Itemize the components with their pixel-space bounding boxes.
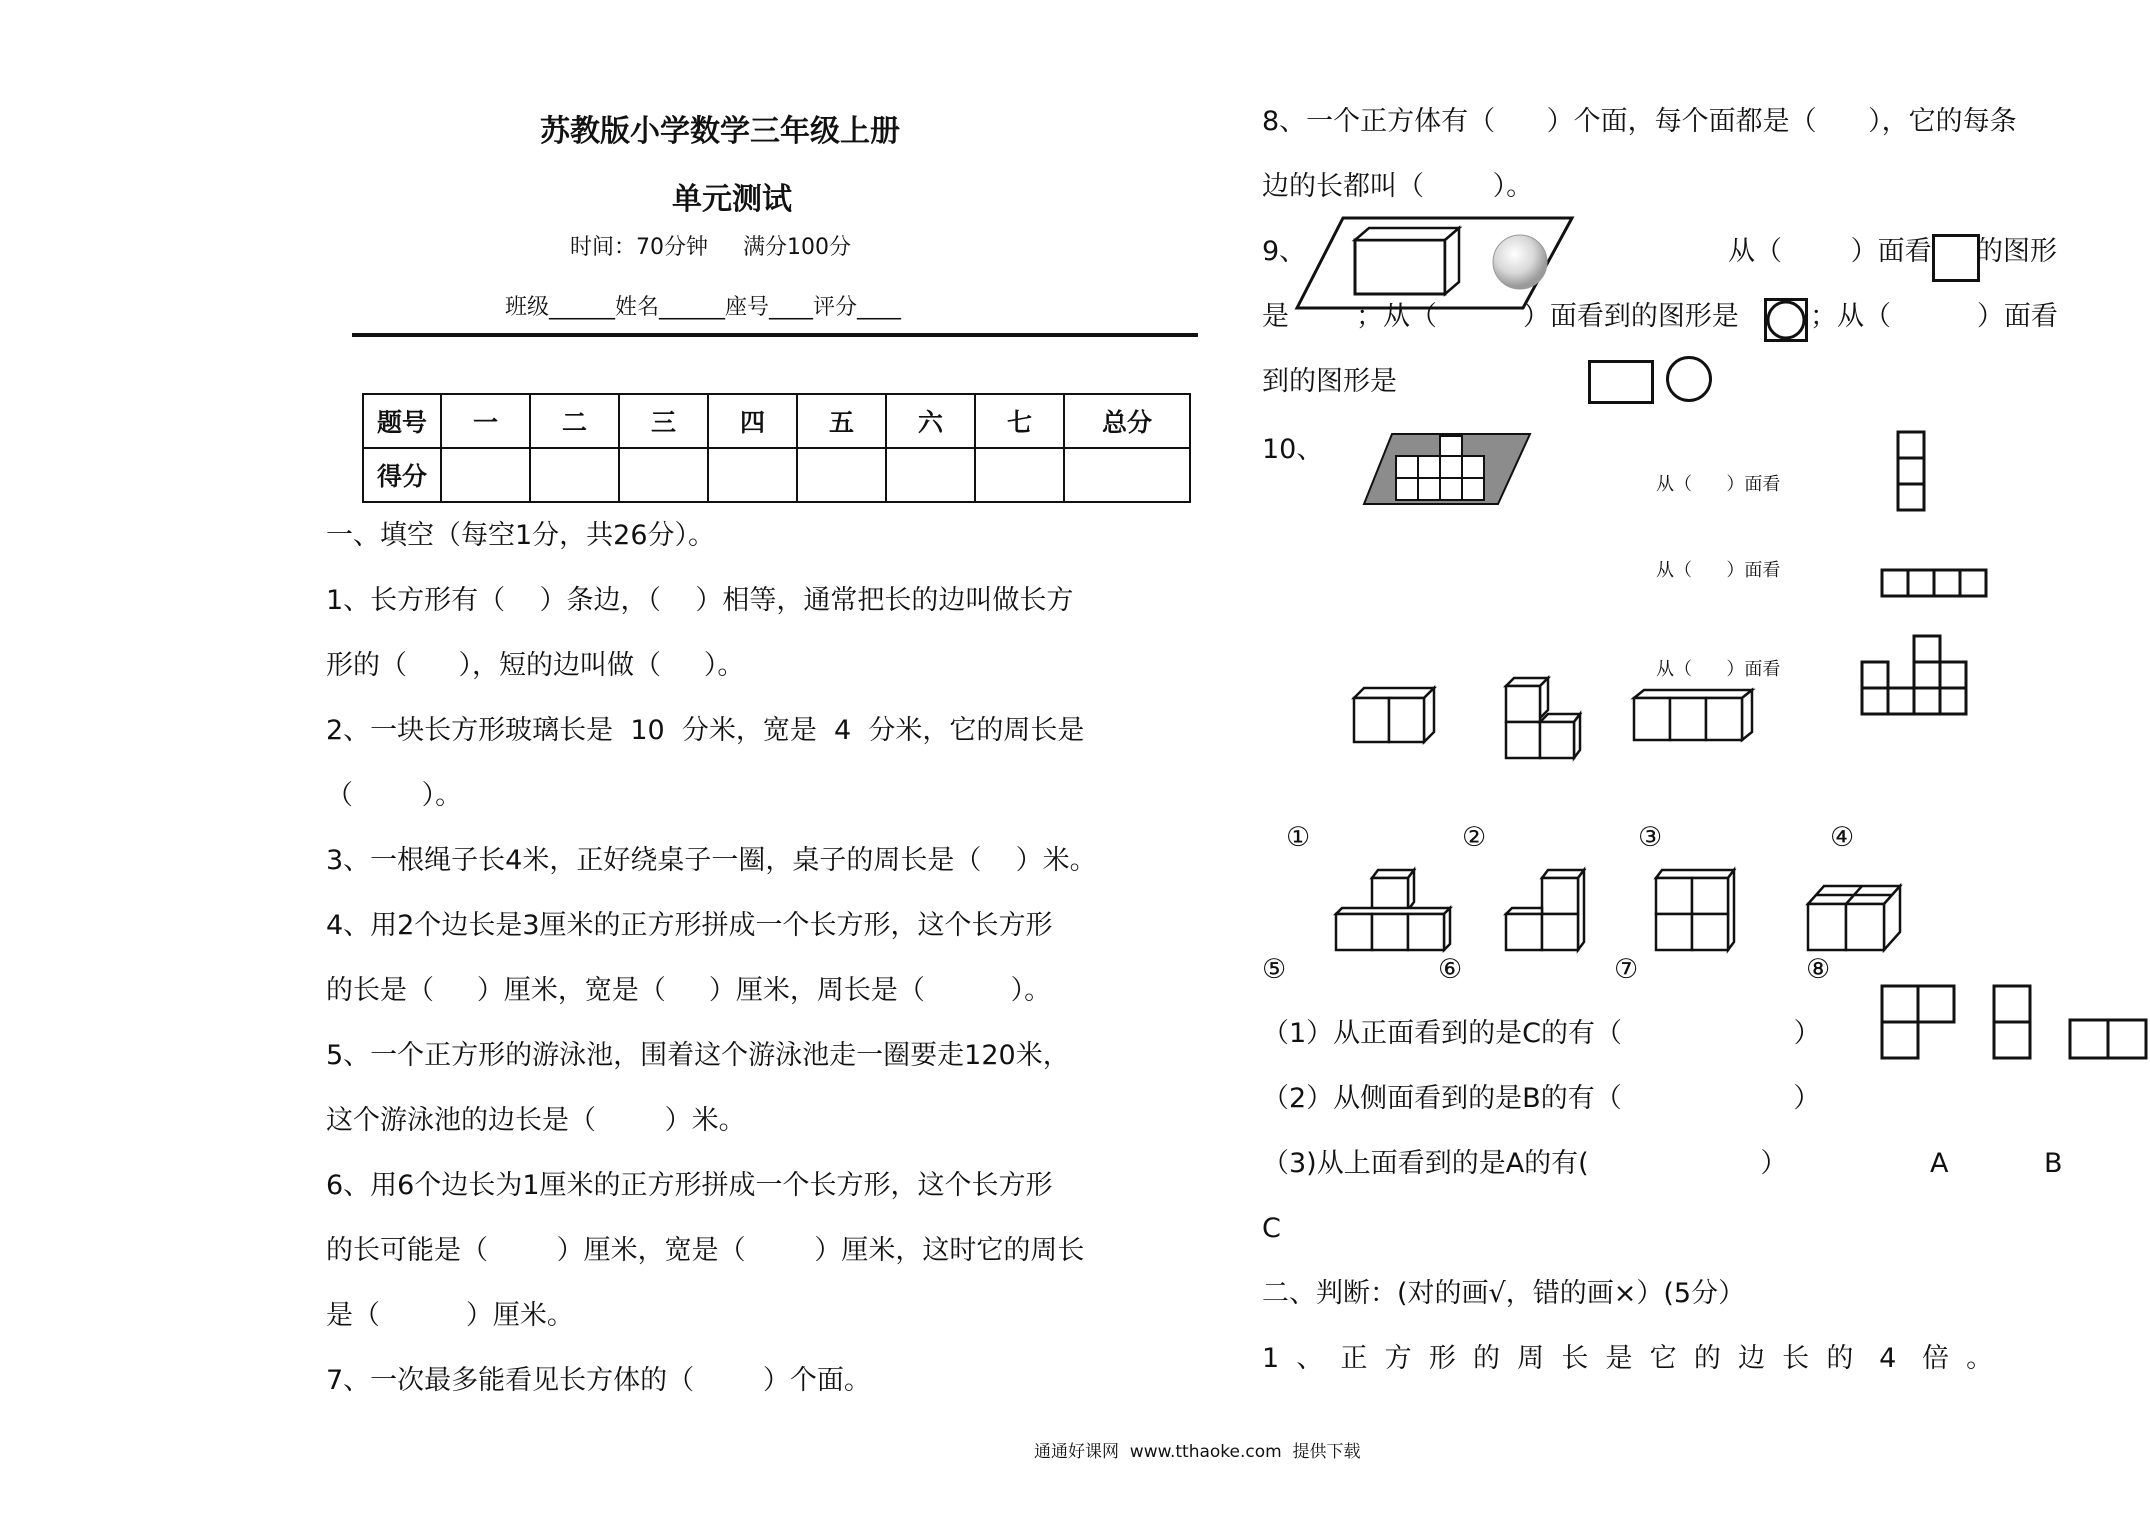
vertical-three-squares-icon [1896,430,1926,514]
section-heading: 一、填空（每空1分，共26分）。 [326,520,716,551]
figure-number: ⑦ [1614,954,1639,985]
letter-label: C [1262,1213,1281,1244]
question-line: 的长是（ ）厘米，宽是（ ）厘米，周长是（ ）。 [326,975,1052,1006]
view-label: 从（ ）面看 [1656,560,1781,581]
question-text: 从（ ）面看 [1728,236,1932,267]
student-info: 班级______姓名______座号____评分____ [505,295,902,320]
question-line: 3、一根绳子长4米，正好绕桌子一圈，桌子的周长是（ ）米。 [326,845,1097,876]
question-line: （2）从侧面看到的是B的有（ ） [1262,1083,1821,1114]
horizontal-four-squares-icon [1880,568,1990,598]
score-cell[interactable] [797,448,886,502]
table-cell: 二 [530,394,619,448]
table-cell: 总分 [1064,394,1190,448]
question-number: 10、 [1262,434,1324,465]
page-footer: 通通好课网 www.tthaoke.com 提供下载 [1034,1442,1361,1462]
letter-label: B [2044,1148,2063,1179]
score-cell[interactable] [530,448,619,502]
score-table-score-row [363,448,1190,502]
question-line: 6、用6个边长为1厘米的正方形拼成一个长方形，这个长方形 [326,1170,1053,1201]
question-line: （1）从正面看到的是C的有（ ） [1262,1018,1821,1049]
question-line: 5、一个正方形的游泳池，围着这个游泳池走一圈要走120米， [326,1040,1070,1071]
cube-stack-figure [1362,426,1532,506]
solid-figure-3 [1632,688,1754,744]
solid-figure-7 [1806,884,1902,954]
figure-number: ① [1286,822,1311,853]
letter-label: A [1930,1148,1949,1179]
question-text: 的图形 [1976,236,2057,267]
score-cell[interactable] [619,448,708,502]
figure-number: ② [1462,822,1487,853]
question-number: 9、 [1262,236,1307,267]
score-cell[interactable] [1064,448,1190,502]
table-cell: 七 [975,394,1064,448]
shape-b-icon [1992,984,2034,1062]
score-cell[interactable] [886,448,975,502]
question-line: （3)从上面看到的是A的有( ） [1262,1148,1788,1179]
question-line: 8、一个正方体有（ ）个面，每个面都是（ ），它的每条 [1262,106,2017,137]
question-text: 到的图形是 [1262,366,1397,397]
table-cell: 三 [619,394,708,448]
circle-shape-icon [1666,356,1712,402]
table-cell: 六 [886,394,975,448]
question-line: 是（ ）厘米。 [326,1300,574,1331]
solid-figure-2 [1504,676,1584,760]
question-line: 的长可能是（ ）厘米，宽是（ ）厘米，这时它的周长 [326,1235,1085,1266]
figure-number: ③ [1638,822,1663,853]
question-line: 这个游泳池的边长是（ ）米。 [326,1105,746,1136]
table-cell: 题号 [363,394,441,448]
table-cell: 一 [441,394,530,448]
view-label: 从（ ）面看 [1656,659,1781,680]
solid-figure-4 [1334,868,1452,952]
question-line: 4、用2个边长是3厘米的正方形拼成一个长方形，这个长方形 [326,910,1053,941]
score-cell[interactable] [708,448,797,502]
question-line: 1 、 正 方 形 的 周 长 是 它 的 边 长 的 4 倍 。 [1262,1343,1994,1374]
shape-a-icon [1880,984,1958,1062]
table-cell: 四 [708,394,797,448]
time-info: 时间：70分钟 满分100分 [570,235,851,260]
square-shape-icon [1932,234,1980,282]
score-table [362,393,1191,503]
solid-figure-5 [1504,868,1586,952]
page-subtitle: 单元测试 [672,182,792,217]
score-cell[interactable] [975,448,1064,502]
circle-in-square-icon [1764,298,1808,342]
question-line: （ ）。 [326,780,463,811]
figure-number: ④ [1830,822,1855,853]
score-table-header-row [363,394,1190,448]
rectangle-shape-icon [1588,360,1654,404]
table-cell: 五 [797,394,886,448]
header-divider [352,333,1198,337]
solid-figure-1 [1352,686,1436,746]
question-line: 1、长方形有（ ）条边，（ ）相等，通常把长的边叫做长方 [326,585,1074,616]
question-line: 边的长都叫（ ）。 [1262,171,1534,202]
box-and-ball-figure [1295,216,1585,312]
table-cell: 得分 [363,448,441,502]
question-text: ；从（ ）面看到的图形是 [1356,301,1739,332]
stepped-squares-icon [1858,634,1972,718]
question-line: 7、一次最多能看见长方体的（ ）个面。 [326,1365,871,1396]
figure-number: ⑤ [1262,954,1287,985]
shape-c-icon [2068,1018,2148,1062]
figure-number: ⑧ [1806,954,1831,985]
page-title: 苏教版小学数学三年级上册 [540,114,900,149]
section-heading: 二、判断：(对的画√，错的画×）(5分） [1262,1278,1746,1309]
figure-number: ⑥ [1438,954,1463,985]
score-cell[interactable] [441,448,530,502]
question-text: ；从（ ）面看 [1810,301,2058,332]
solid-figure-6 [1654,868,1736,952]
question-line: 形的（ ），短的边叫做（ ）。 [326,650,745,681]
question-line: 2、一块长方形玻璃长是 10 分米，宽是 4 分米，它的周长是 [326,715,1085,746]
question-text: 是 [1262,301,1289,332]
view-label: 从（ ）面看 [1656,474,1781,495]
